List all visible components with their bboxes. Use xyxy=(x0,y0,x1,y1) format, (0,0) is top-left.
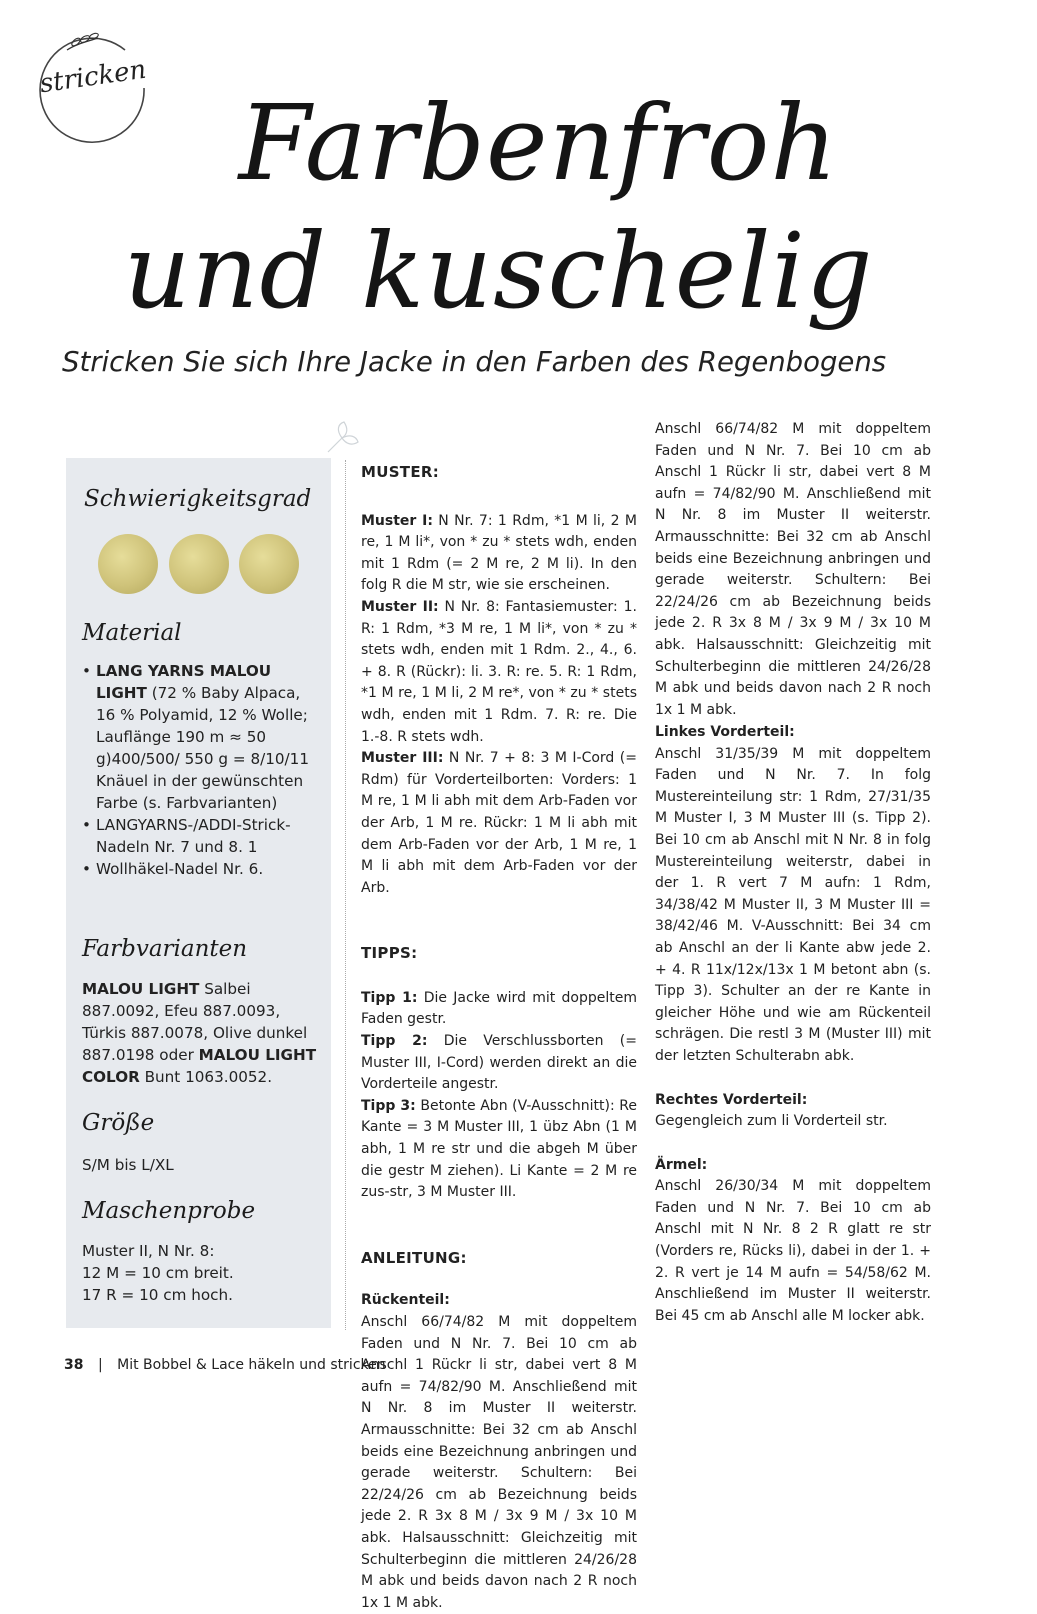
muster-label: Muster III: xyxy=(361,750,444,767)
material-item-bold: LANG YARNS MALOU LIGHT xyxy=(96,662,272,702)
muster-heading: MUSTER: xyxy=(361,463,440,481)
tipp-text: Betonte Abn (V-Ausschnitt): Re Kante = 3 M Muster III, 1 übz Abn (1 M abh, 1 M re str und die abgeh M über die gestr M ziehen). Li Kante = 2 M re zus-str, 3 M Muster III. xyxy=(361,1097,637,1201)
muster-text: N Nr. 8: Fantasiemuster: 1. R: 1 Rdm, *3 M re, 1 M li*, von * zu * stets wdh, enden mit 1 Rdm. 2., 4., 6. + 8. R (Rückr): li. 3. R: re. 5. R: 1 Rdm, *1 M re, 1 M li, 2 M re*, von * zu * stets wdh, enden mit 1 Rdm. 7. R: re. Die 1.-8. R stets wdh. xyxy=(361,598,637,745)
muster-text: N Nr. 7: 1 Rdm, *1 M li, 2 M re, 1 M li*, von * zu * stets wdh, enden mit 1 Rdm (= 2 M re, 2 M li). In den folg R die M str, wie sie erscheinen. xyxy=(361,512,637,594)
instructions-column-middle xyxy=(361,462,638,1611)
tipp-text: Die Verschlussborten (= Muster III, I-Cord) werden direkt an die Vorderteile angestr. xyxy=(361,1033,637,1093)
material-item-text: Wollhäkel-Nadel Nr. 6. xyxy=(96,860,264,878)
material-item xyxy=(82,814,322,858)
muster-text: N Nr. 7 + 8: 3 M I-Cord (= Rdm) für Vorderteilborten: Vorders: 1 M re, 1 M li abh mit dem Arb-Faden vor der Arb, 1 M re. Rückr: 1 M li abh mit dem Arb-Faden vor der Arb, 1 M re, 1 M li abh mit dem Arb-Faden vor der Arb. xyxy=(361,750,637,896)
muster-item xyxy=(361,597,637,748)
gauge-heading: Maschenprobe xyxy=(82,1198,256,1224)
tipp-item xyxy=(361,1096,637,1204)
material-item xyxy=(82,858,322,880)
page-title-line-1: Farbenfroh xyxy=(238,82,839,204)
links-heading-text: Linkes Vorderteil: xyxy=(655,724,795,740)
gauge-line: 17 R = 10 cm hoch. xyxy=(82,1286,233,1304)
muster-item xyxy=(361,511,637,597)
color-text-2: Bunt 1063.0052. xyxy=(139,1068,273,1086)
column-divider xyxy=(345,460,347,1330)
instructions-column-right xyxy=(655,421,931,1327)
tipp-label: Tipp 2: xyxy=(361,1033,428,1050)
anleitung-heading: ANLEITUNG: xyxy=(361,1248,467,1267)
gauge-line: Muster II, N Nr. 8: xyxy=(82,1242,215,1260)
color-heading: Farbvarianten xyxy=(82,936,248,962)
gauge-line: 12 M = 10 cm breit. xyxy=(82,1264,234,1282)
size-heading: Größe xyxy=(82,1110,155,1136)
size-text: S/M bis L/XL xyxy=(82,1156,174,1174)
difficulty-heading: Schwierigkeitsgrad xyxy=(84,486,312,512)
color-text-1: Salbei 887.0092, Efeu 887.0093, Türkis 887.0078, Olive dunkel 887.0198 oder xyxy=(82,980,308,1064)
rechts-text: Gegengleich zum li Vorderteil str. xyxy=(655,1113,888,1130)
rueckenteil-heading xyxy=(361,1290,637,1312)
material-item-text: (72 % Baby Alpaca, 16 % Polyamid, 12 % Wolle; Lauflänge 190 m ≈ 50 g)400/500/ 550 g = 8/10/11 Knäuel in der gewünschten Farbe (s. Farbvarianten) xyxy=(96,684,309,812)
page-title-line-2: und kuschelig xyxy=(123,210,874,332)
tipps-heading: TIPPS: xyxy=(361,944,418,963)
footer-title: Mit Bobbel & Lace häkeln und stricken xyxy=(117,1357,386,1373)
tipp-text: Die Jacke wird mit doppeltem Faden gestr. xyxy=(361,989,638,1028)
aermel-heading-text: Ärmel: xyxy=(655,1156,708,1173)
gauge-block xyxy=(82,1240,234,1306)
page-subtitle: Stricken Sie sich Ihre Jacke in den Farben des Regenbogens xyxy=(62,346,887,378)
aermel-text: Anschl 26/30/34 M mit doppeltem Faden und N Nr. 7. Bei 10 cm ab Anschl mit N Nr. 8 2 R glatt re str (Vorders re, Rücks li), dabei in der 1. + 2. R vert je 14 M aufn = 54/58/62 M. Anschließend im Muster II weiterstr. Bei 45 cm ab Anschl alle M locker abk. xyxy=(655,1178,931,1324)
footer-separator: | xyxy=(97,1357,103,1373)
links-heading xyxy=(655,722,931,744)
badge-label: stricken xyxy=(37,54,149,100)
tipp-item xyxy=(361,1031,637,1096)
decorative-leaf-icon xyxy=(322,418,362,458)
leaf-sprig-icon xyxy=(64,32,102,54)
rechts-heading-text: Rechtes Vorderteil: xyxy=(655,1091,808,1108)
yarn-ball-icon xyxy=(98,534,158,594)
rechts-heading xyxy=(655,1090,931,1112)
info-sidebar xyxy=(66,458,331,1328)
color-variants-text xyxy=(82,978,322,1088)
material-item xyxy=(82,660,322,814)
color-brand-1: MALOU LIGHT xyxy=(82,980,200,998)
material-list xyxy=(82,660,322,880)
rueckenteil-text: Anschl 66/74/82 M mit doppeltem Faden und N Nr. 7. Bei 10 cm ab Anschl 1 Rückr li str, dabei vert 8 M aufn = 74/82/90 M. Anschließend mit N Nr. 8 im Muster II weiterstr. Armausschnitte: Bei 32 cm ab Anschl beids eine Bezeichnung anbringen und gerade weiterstr. Schultern: Bei 22/24/26 cm ab Bezeichnung beids jede 2. R 3x 8 M / 3x 9 M / 3x 10 M abk. Halsausschnitt: Gleichzeitig mit Schulterbeginn die mittleren 24/26/28 M abk und beids davon nach 2 R noch 1x 1 M abk. xyxy=(361,1314,637,1611)
rueckenteil-start xyxy=(361,1312,637,1611)
yarn-ball-icon xyxy=(239,534,299,594)
rueckenteil-continued xyxy=(655,421,931,718)
color-brand-2: MALOU LIGHT COLOR xyxy=(82,1046,317,1086)
material-item-text: LANGYARNS-/ADDI-Strick-Nadeln Nr. 7 und 8. 1 xyxy=(96,816,291,856)
material-heading: Material xyxy=(82,620,182,646)
page-footer xyxy=(64,1357,386,1373)
page-number: 38 xyxy=(64,1357,84,1373)
muster-label: Muster I: xyxy=(361,512,433,529)
muster-label: Muster II: xyxy=(361,598,439,615)
tipp-item xyxy=(361,988,637,1031)
rueckenteil-text-continued: Anschl 66/74/82 M mit doppeltem Faden und N Nr. 7. Bei 10 cm ab Anschl 1 Rückr li str, dabei vert 8 M aufn = 74/82/90 M. Anschließend mit N Nr. 8 im Muster II weiterstr. Armausschnitte: Bei 32 cm ab Anschl beids eine Bezeichnung anbringen und gerade weiterstr. Schultern: Bei 22/24/26 cm ab Bezeichnung beids jede 2. R 3x 8 M / 3x 9 M / 3x 10 M abk. Halsausschnitt: Gleichzeitig mit Schulterbeginn die mittleren 24/26/28 M abk und beids davon nach 2 R noch 1x 1 M abk. xyxy=(655,421,931,718)
links-text: Anschl 31/35/39 M mit doppeltem Faden und N Nr. 7. In folg Mustereinteilung str: 1 Rdm, 27/31/35 M Muster I, 3 M Muster III (s. Tipp 2). Bei 10 cm ab Anschl mit N Nr. 8 in folg Mustereinteilung weiterstr, dabei in der 1. R vert 7 M aufn: 1 Rdm, 34/38/42 M Muster II, 3 M Muster III = 38/42/46 M. V-Ausschnitt: Bei 34 cm ab Anschl an der li Kante abw jede 2. + 4. R 11x/12x/13x 1 M betont abn (s. Tipp 3). Schulter an der re Kante in gleicher Höhe und wie am Rückenteil schrägen. Die restl 3 M (Muster III) mit der letzten Schulterabn abk. xyxy=(655,745,931,1064)
muster-item xyxy=(361,748,637,899)
yarn-ball-icon xyxy=(169,534,229,594)
tipp-label: Tipp 3: xyxy=(361,1097,416,1114)
tipp-label: Tipp 1: xyxy=(361,989,418,1006)
rueckenteil-heading-text: Rückenteil: xyxy=(361,1292,450,1309)
aermel-heading xyxy=(655,1155,931,1177)
